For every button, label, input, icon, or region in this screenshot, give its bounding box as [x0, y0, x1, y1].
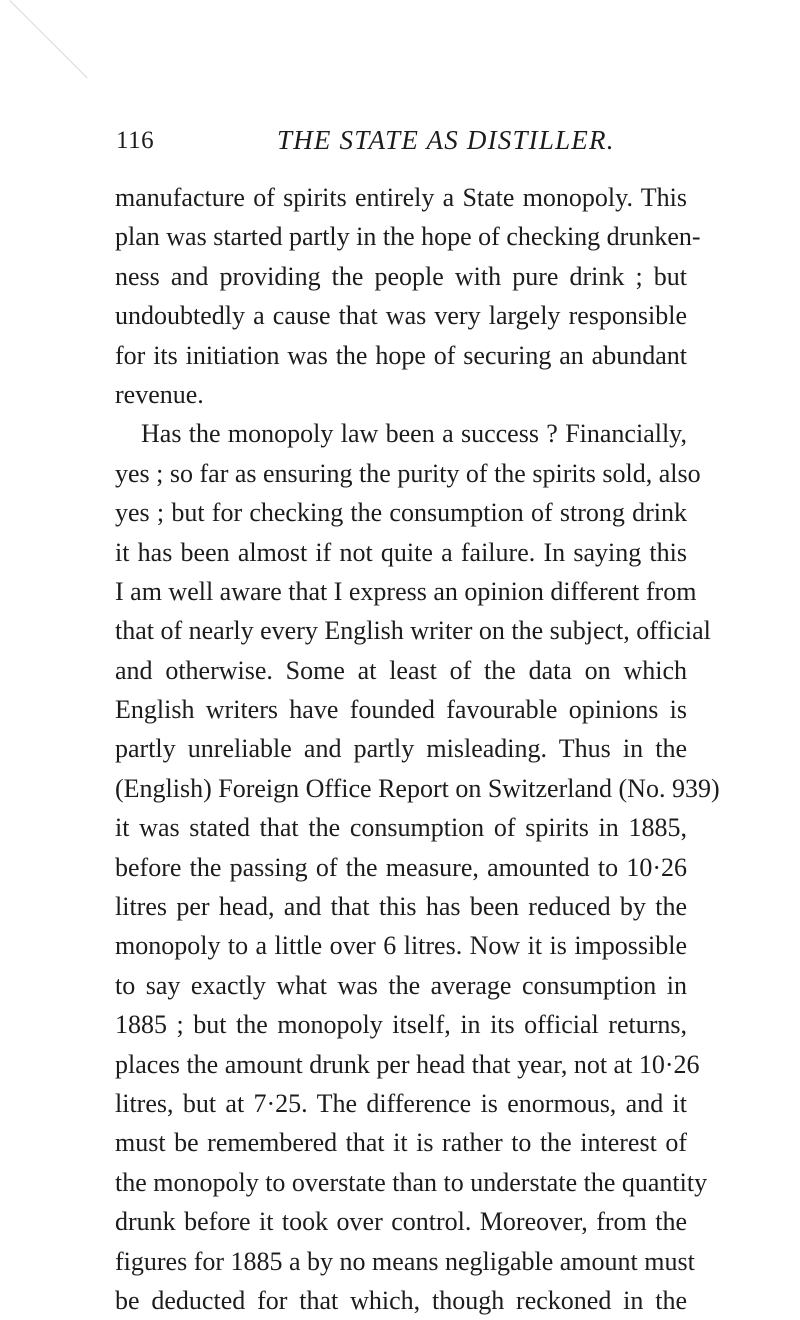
- text-line: manufacture of spirits entirely a State monopoly. This: [115, 183, 687, 212]
- text-line: be deducted for that which, though reckoned in the: [115, 1285, 687, 1315]
- text-line: (English) Foreign Office Report on Switzerland (No. 939): [115, 773, 720, 803]
- text-line: litres per head, and that this has been reduced by the: [115, 892, 687, 922]
- text-line: it was stated that the consumption of spirits in 1885,: [115, 813, 687, 843]
- text-line: for its initiation was the hope of securing an abundant: [115, 340, 687, 370]
- text-line: and otherwise. Some at least of the data on which: [115, 655, 687, 685]
- text-line: it has been almost if not quite a failure. In saying this: [115, 537, 687, 567]
- text-line: that of nearly every English writer on the subject, official: [115, 616, 711, 646]
- text-line: the monopoly to overstate than to understate the quantity: [115, 1167, 708, 1197]
- text-line: partly unreliable and partly misleading. Thus in the: [115, 734, 687, 764]
- text-line: plan was started partly in the hope of checking drunken-: [115, 222, 701, 252]
- text-line: undoubtedly a cause that was very largely responsible: [115, 301, 687, 331]
- text-line: ness and providing the people with pure drink ; but: [115, 261, 687, 291]
- text-line: drunk before it took over control. Moreover, from the: [115, 1207, 687, 1237]
- text-line: yes ; but for checking the consumption of strong drink: [115, 498, 687, 528]
- scan-crease-line: [9, 0, 87, 78]
- text-line: revenue.: [115, 379, 204, 409]
- text-line: places the amount drunk per head that year, not at 10·26: [115, 1049, 700, 1079]
- running-head: [116, 125, 686, 161]
- text-line: 1885 ; but the monopoly itself, in its official returns,: [115, 1010, 687, 1040]
- text-line: monopoly to a little over 6 litres. Now it is impossible: [115, 931, 687, 961]
- running-title: THE STATE AS DISTILLER.: [277, 125, 615, 155]
- text-line: English writers have founded favourable opinions is: [115, 695, 687, 725]
- text-line: I am well aware that I express an opinion different from: [115, 576, 697, 606]
- page-number: 116: [116, 127, 155, 154]
- text-line: must be remembered that it is rather to the interest of: [115, 1128, 687, 1158]
- text-line: to say exactly what was the average consumption in: [115, 970, 687, 1000]
- text-line: Has the monopoly law been a success ? Financially,: [141, 419, 687, 449]
- body-text: [115, 178, 720, 1320]
- text-line: before the passing of the measure, amounted to 10·26: [115, 852, 687, 882]
- text-line: yes ; so far as ensuring the purity of the spirits sold, also: [115, 458, 701, 488]
- text-line: litres, but at 7·25. The difference is enormous, and it: [115, 1088, 687, 1118]
- text-line: figures for 1885 a by no means negligable amount must: [115, 1246, 695, 1276]
